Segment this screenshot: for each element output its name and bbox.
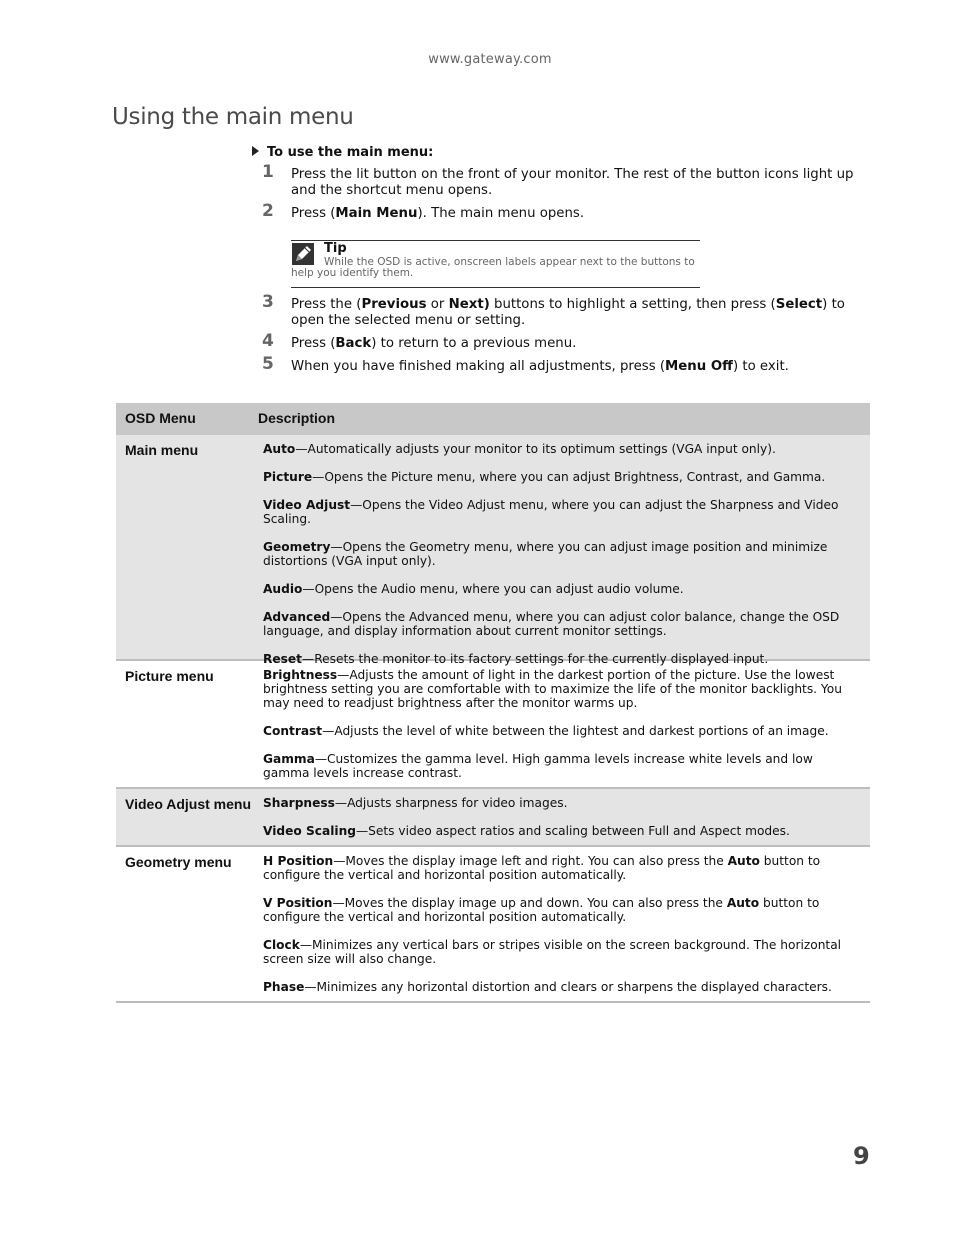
description-item: Geometry—Opens the Geometry menu, where you can adjust image position and minimize distortions (VGA input only). [263, 540, 828, 568]
header-url: www.gateway.com [428, 52, 552, 67]
description-item: H Position—Moves the display image left and right. You can also press the Auto button to configure the vertical and horizontal position automatically. [263, 854, 821, 882]
page-number: 9 [853, 1142, 870, 1170]
description-item: Picture—Opens the Picture menu, where you can adjust Brightness, Contrast, and Gamma. [263, 470, 826, 484]
step-text: Press (Main Menu). The main menu opens. [291, 206, 585, 221]
description-item: Phase—Minimizes any horizontal distortion and clears or sharpens the displayed characters. [263, 980, 832, 994]
page-title: Using the main menu [112, 104, 354, 130]
step-text: When you have finished making all adjustments, press (Menu Off) to exit. [291, 359, 789, 374]
row-label: Video Adjust menu [125, 796, 252, 812]
description-item: V Position—Moves the display image up and down. You can also press the Auto button to configure the vertical and horizontal position automatically. [263, 896, 820, 924]
step-number: 4 [262, 331, 274, 351]
procedure-heading [252, 145, 433, 160]
step-text: Press the lit button on the front of your monitor. The rest of the button icons light up and the shortcut menu opens. [291, 167, 854, 198]
row-label: Geometry menu [125, 854, 232, 870]
description-item: Sharpness—Adjusts sharpness for video images. [263, 796, 568, 810]
step-number: 3 [262, 292, 274, 312]
description-item: Video Adjust—Opens the Video Adjust menu, where you can adjust the Sharpness and Video Scaling. [263, 498, 839, 526]
table-row-picture-menu [116, 661, 870, 789]
step-number: 1 [262, 162, 274, 182]
step-5 [262, 354, 872, 377]
column-header-description: Description [258, 410, 336, 426]
step-number: 2 [262, 201, 274, 221]
step-number: 5 [262, 354, 274, 374]
row-label: Main menu [125, 442, 199, 458]
table-row-geometry-menu [116, 847, 870, 1003]
row-items [263, 854, 860, 1008]
description-item: Gamma—Customizes the gamma level. High gamma levels increase white levels and low gamma levels increase contrast. [263, 752, 813, 780]
description-item: Clock—Minimizes any vertical bars or stripes visible on the screen background. The horizontal screen size will also change. [263, 938, 842, 966]
step-2 [262, 201, 872, 224]
step-text: Press (Back) to return to a previous menu. [291, 336, 577, 351]
tip-box [291, 240, 700, 288]
step-4 [262, 331, 872, 354]
description-item: Auto—Automatically adjusts your monitor to its optimum settings (VGA input only). [263, 442, 776, 456]
row-items [263, 796, 860, 852]
description-item: Contrast—Adjusts the level of white between the lightest and darkest portions of an image. [263, 724, 829, 738]
step-1 [262, 162, 872, 201]
table-header [116, 403, 870, 435]
step-3 [262, 292, 872, 331]
tip-title: Tip [324, 241, 347, 256]
procedure-title: To use the main menu: [267, 145, 434, 160]
description-item: Video Scaling—Sets video aspect ratios and scaling between Full and Aspect modes. [263, 824, 790, 838]
step-text: Press the (Previous or Next) buttons to highlight a setting, then press (Select) to open the selected menu or setting. [291, 297, 845, 328]
description-item: Advanced—Opens the Advanced menu, where you can adjust color balance, change the OSD language, and display information about current monitor settings. [263, 610, 840, 638]
description-item: Brightness—Adjusts the amount of light in the darkest portion of the picture. Use the lowest brightness setting you are comfortable with to maximize the life of the monitor backlights. You may need to readjust brightness after the monitor warms up. [263, 668, 842, 710]
table-row-video-adjust-menu [116, 789, 870, 847]
table-row-main-menu [116, 435, 870, 666]
osd-menu-table [116, 403, 870, 1003]
row-items [263, 668, 860, 794]
description-item: Audio—Opens the Audio menu, where you can adjust audio volume. [263, 582, 684, 596]
description-item: Reset—Resets the monitor to its factory settings for the currently displayed input. [263, 652, 769, 666]
triangle-bullet-icon [252, 146, 259, 156]
tip-body: While the OSD is active, onscreen labels appear next to the buttons to help you identify them. [291, 256, 695, 279]
row-label: Picture menu [125, 668, 214, 684]
column-header-osd-menu: OSD Menu [125, 410, 196, 426]
row-items [263, 442, 860, 680]
